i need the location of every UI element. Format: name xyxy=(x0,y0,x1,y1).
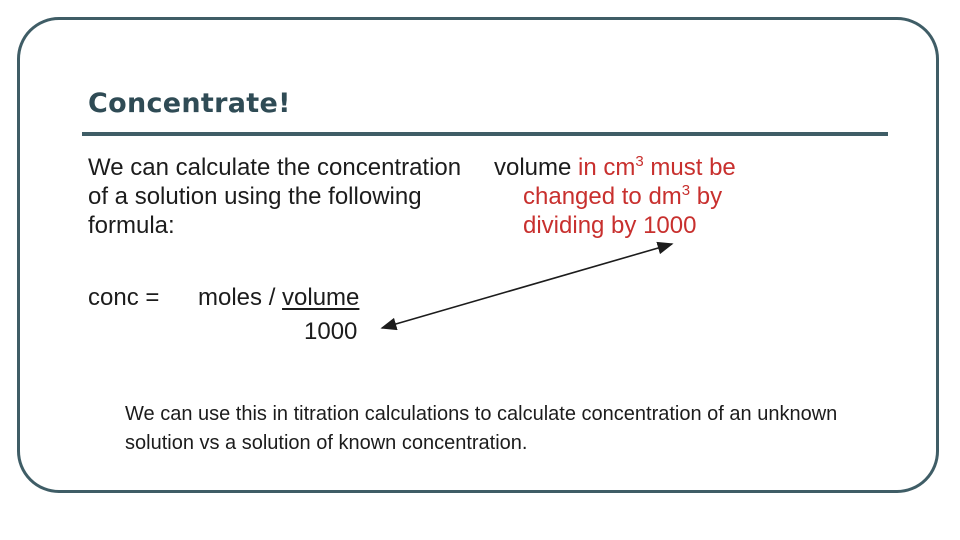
note-changed-to-dm: changed to dm xyxy=(523,183,682,210)
bottom-text: We can use this in titration calculations to calculate concentration of an unknown solution vs a solution of known concentration. xyxy=(125,403,838,454)
intro-text: We can calculate the concentration of a solution using the following formula: xyxy=(88,154,462,239)
note-line-2 xyxy=(494,182,794,211)
note-in-cm: in cm xyxy=(571,154,636,181)
note-volume-word: volume xyxy=(494,154,572,181)
note-by: by xyxy=(690,183,723,210)
formula-label: conc = xyxy=(88,284,160,311)
note-dm-exponent: 3 xyxy=(681,182,691,199)
formula-numerator-volume: volume xyxy=(282,284,360,311)
formula-numerator-prefix: moles / xyxy=(198,284,283,311)
note-line-3: dividing by 1000 xyxy=(523,212,697,239)
formula-numerator xyxy=(198,284,359,312)
note-must-be: must be xyxy=(643,154,736,181)
slide-title: Concentrate! xyxy=(88,88,291,119)
formula-denominator: 1000 xyxy=(304,318,358,345)
unit-conversion-note xyxy=(494,153,794,240)
note-line-1 xyxy=(494,153,794,182)
note-cm-exponent: 3 xyxy=(635,153,644,170)
title-divider xyxy=(82,132,888,136)
